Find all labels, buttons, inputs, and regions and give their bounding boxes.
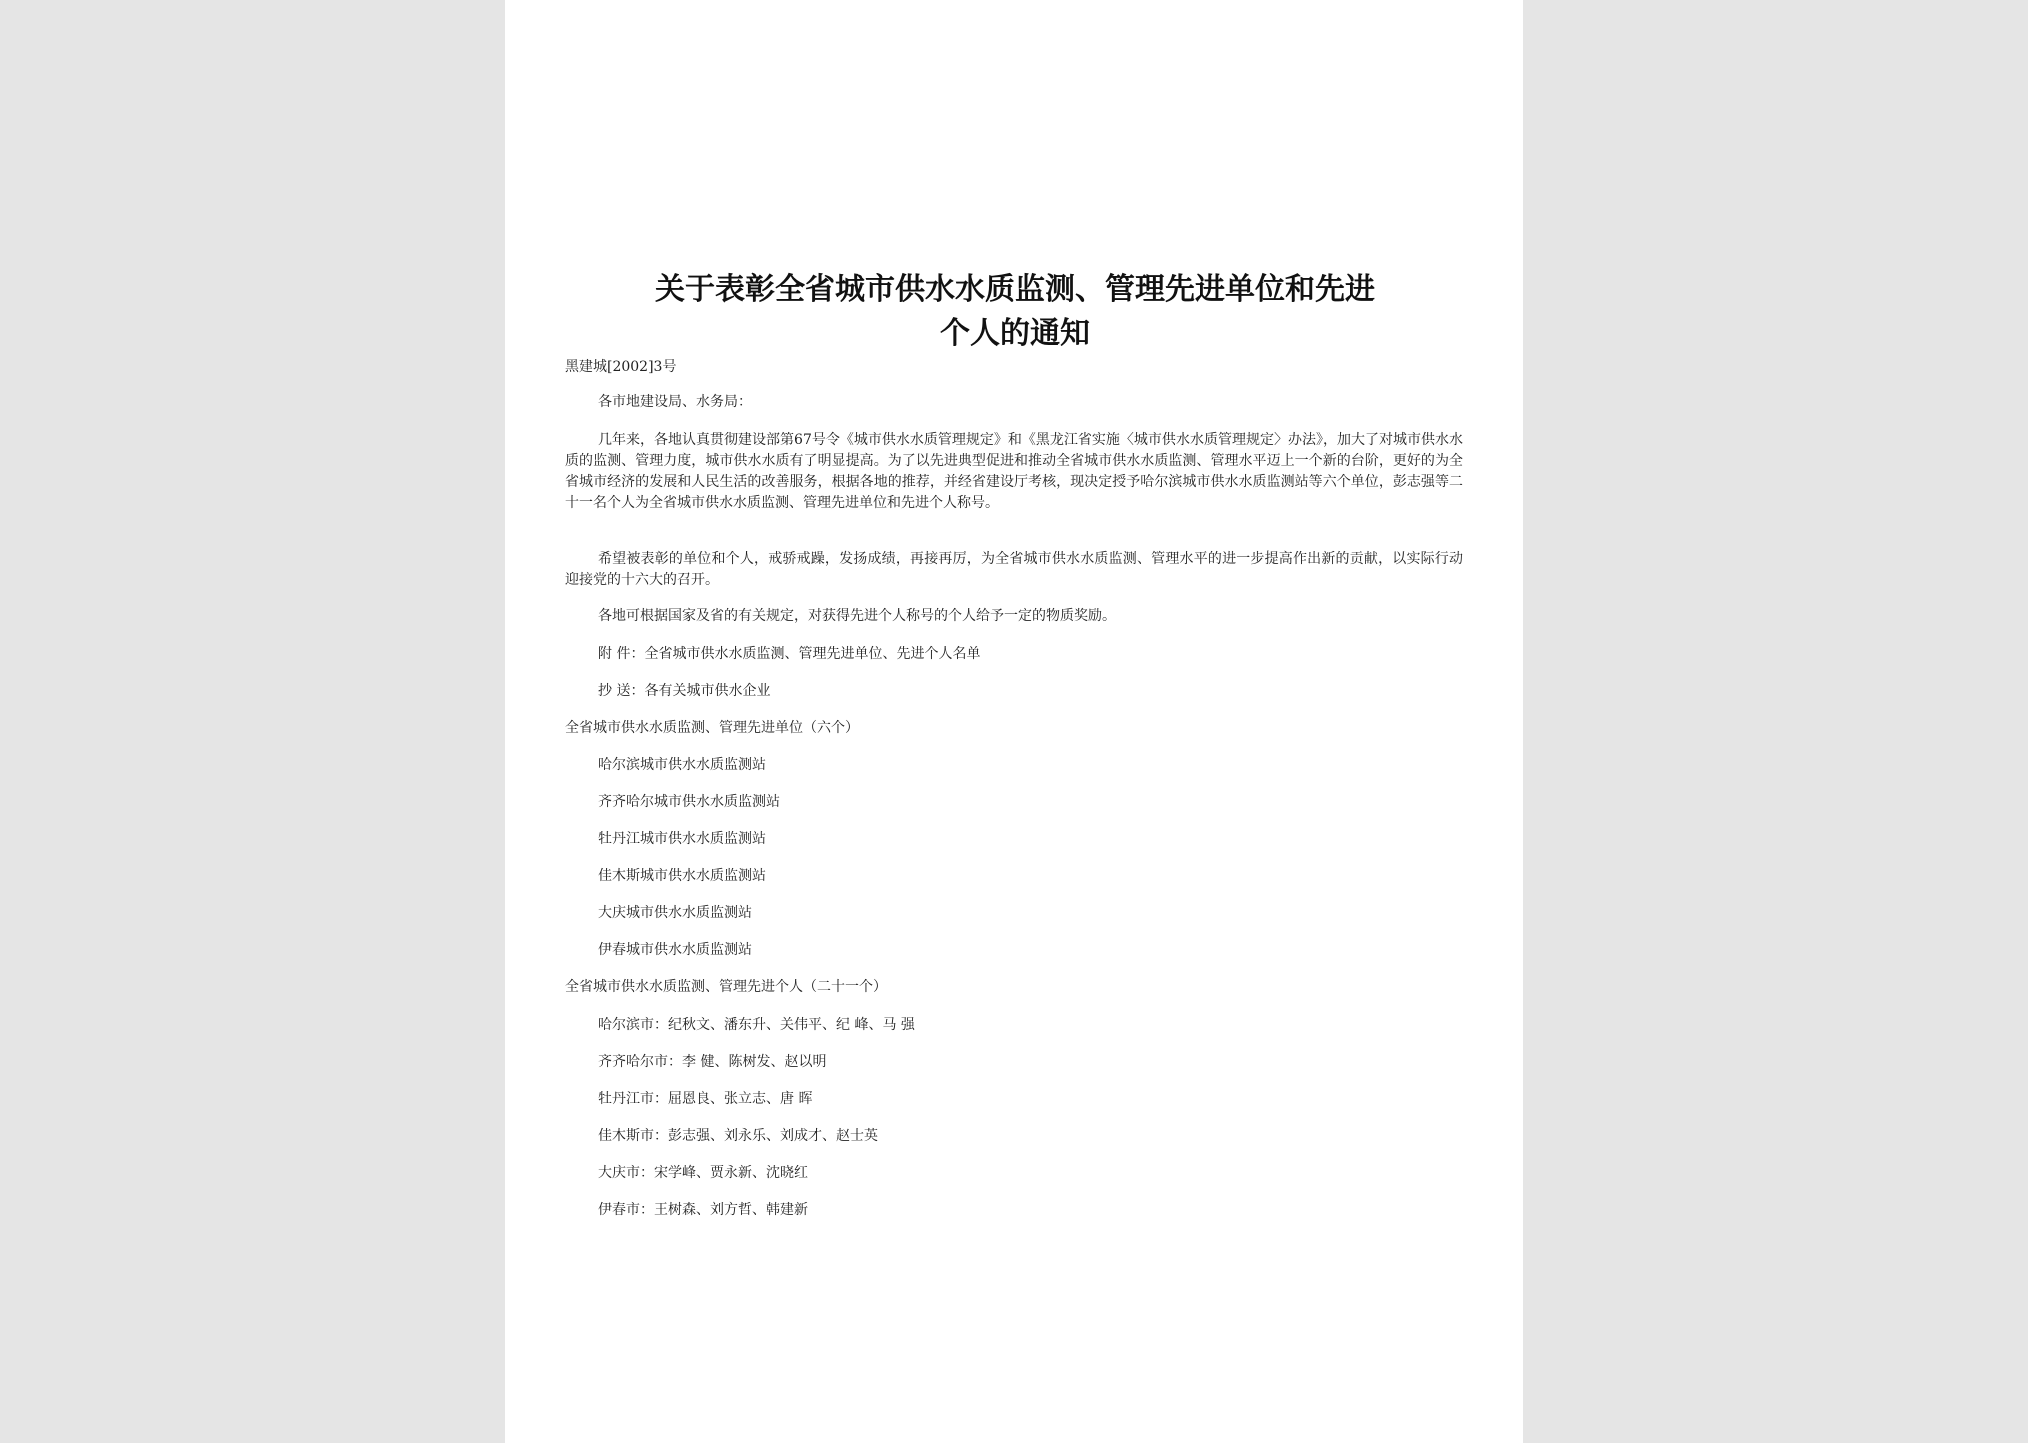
unit-item: 大庆城市供水水质监测站: [598, 905, 752, 921]
unit-item: 齐齐哈尔城市供水水质监测站: [598, 794, 780, 810]
cc-line: 抄 送：各有关城市供水企业: [598, 683, 771, 699]
units-heading: 全省城市供水水质监测、管理先进单位（六个）: [565, 720, 859, 736]
title-line-1: 关于表彰全省城市供水水质监测、管理先进单位和先进: [655, 272, 1375, 307]
paragraph-2: 希望被表彰的单位和个人，戒骄戒躁，发扬成绩，再接再厉，为全省城市供水水质监测、管理水平的进一步提高作出新的贡献，以实际行动迎接党的十六大的召开。: [565, 551, 1463, 588]
individual-item: 齐齐哈尔市：李 健、陈树发、赵以明: [598, 1054, 827, 1070]
individuals-heading: 全省城市供水水质监测、管理先进个人（二十一个）: [565, 979, 887, 995]
unit-item: 佳木斯城市供水水质监测站: [598, 868, 766, 884]
attachment-line: 附 件：全省城市供水水质监测、管理先进单位、先进个人名单: [598, 646, 981, 662]
document-page: [505, 0, 1523, 1443]
individual-item: 佳木斯市：彭志强、刘永乐、刘成才、赵士英: [598, 1128, 878, 1144]
salutation: 各市地建设局、水务局：: [598, 394, 752, 410]
paragraph-1: 几年来，各地认真贯彻建设部第67号令《城市供水水质管理规定》和《黑龙江省实施〈城市供水水质管理规定〉办法》，加大了对城市供水水质的监测、管理力度，城市供水水质有了明显提高。为了以先进典型促进和推动全省城市供水水质监测、管理水平迈上一个新的台阶，更好的为全省城市经济的发展和人民生活的改善服务，根据各地的推荐，并经省建设厅考核，现决定授予哈尔滨城市供水水质监测站等六个单位，彭志强等二十一名个人为全省城市供水水质监测、管理先进单位和先进个人称号。: [565, 432, 1463, 511]
individual-item: 伊春市：王树森、刘方哲、韩建新: [598, 1202, 808, 1218]
unit-item: 哈尔滨城市供水水质监测站: [598, 757, 766, 773]
document-number: 黑建城[2002]3号: [565, 359, 677, 375]
document-title: [565, 268, 1465, 356]
individual-item: 哈尔滨市：纪秋文、潘东升、关伟平、纪 峰、马 强: [598, 1017, 915, 1033]
rewards-note: 各地可根据国家及省的有关规定，对获得先进个人称号的个人给予一定的物质奖励。: [598, 608, 1116, 624]
unit-item: 牡丹江城市供水水质监测站: [598, 831, 766, 847]
unit-item: 伊春城市供水水质监测站: [598, 942, 752, 958]
individual-item: 大庆市：宋学峰、贾永新、沈晓红: [598, 1165, 808, 1181]
individual-item: 牡丹江市：屈恩良、张立志、唐 晖: [598, 1091, 813, 1107]
title-line-2: 个人的通知: [940, 316, 1090, 351]
